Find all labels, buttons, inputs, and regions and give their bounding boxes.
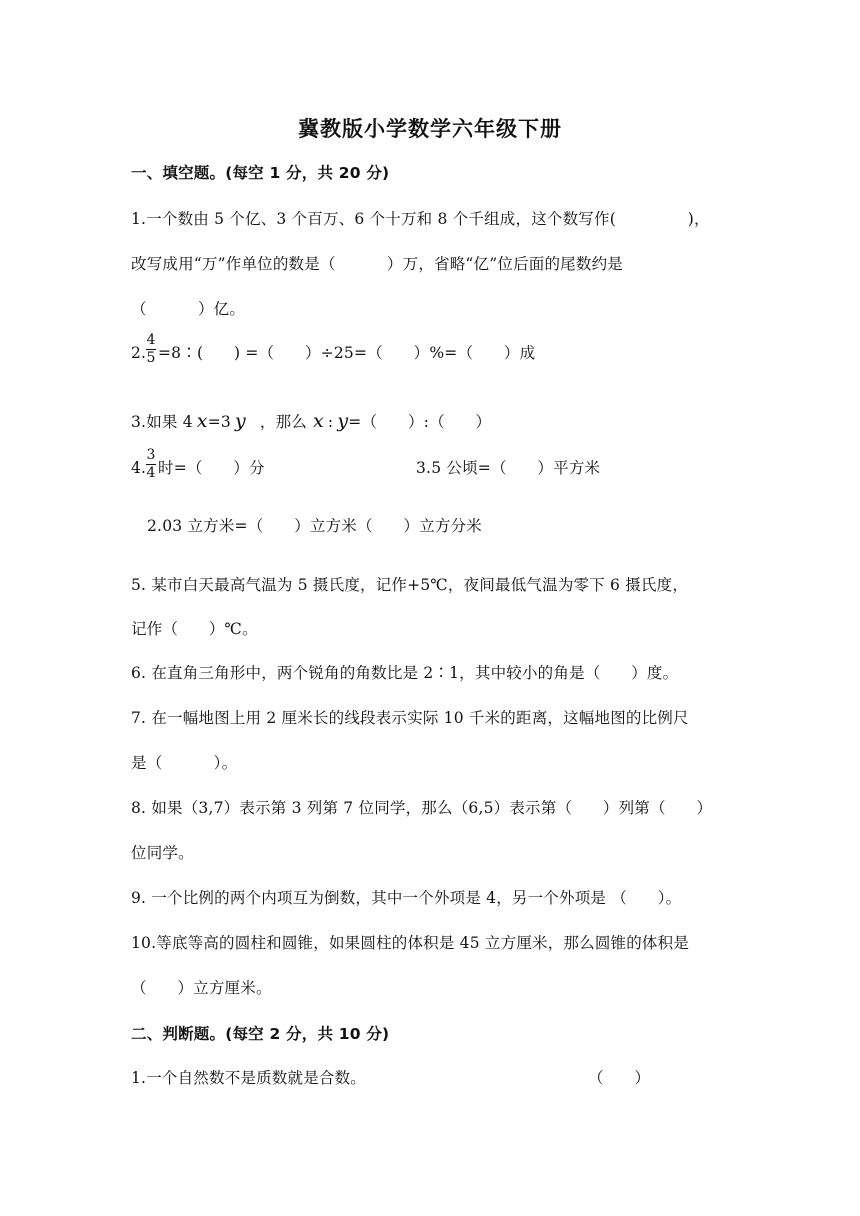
- q2-fraction-numerator: 4: [146, 332, 156, 348]
- section-1-heading: 一、填空题。(每空 1 分，共 20 分): [131, 164, 390, 182]
- q6-line: 6. 在直角三角形中，两个锐角的角数比是 2∶1，其中较小的角是（ ）度。: [131, 664, 679, 682]
- q4-right-text: 3.5 公顷=（ ）平方米: [416, 459, 601, 477]
- q2-number: 2.: [131, 344, 147, 362]
- section-2-heading: 二、判断题。(每空 2 分，共 10 分): [131, 1025, 390, 1043]
- q3-var-y: y: [234, 410, 246, 432]
- q3-var-x2: x: [313, 410, 324, 432]
- q1-line-3: （ ）亿。: [131, 300, 246, 318]
- page-title: 冀教版小学数学六年级下册: [298, 117, 562, 141]
- q10-line-1: 10.等底等高的圆柱和圆锥，如果圆柱的体积是 45 立方厘米，那么圆锥的体积是: [131, 934, 690, 952]
- q3-part-b: =3: [207, 413, 231, 431]
- q5-line-2: 记作（ ）℃。: [131, 620, 258, 638]
- judge-q1-answer-paren: （ ）: [588, 1069, 651, 1087]
- q4-fraction-numerator: 3: [146, 447, 156, 463]
- q2-text: =8∶( ) =（ ）÷25=（ ）%=（ ）成: [158, 344, 536, 362]
- q1-line-1: 1.一个数由 5 个亿、3 个百万、6 个十万和 8 个千组成，这个数写作( )，: [131, 210, 710, 228]
- q5-line-1: 5. 某市白天最高气温为 5 摄氏度，记作+5℃，夜间最低气温为零下 6 摄氏度，: [131, 576, 689, 594]
- q4-fraction-denominator: 4: [146, 465, 156, 481]
- q9-line: 9. 一个比例的两个内项互为倒数，其中一个外项是 4，另一个外项是 （ ）。: [131, 889, 682, 907]
- q3-part-a: 3.如果 4: [131, 413, 193, 431]
- judge-q1-line: 1.一个自然数不是质数就是合数。: [131, 1069, 366, 1087]
- q4-text: 时=（ ）分: [158, 459, 265, 477]
- q4-number: 4.: [131, 459, 147, 477]
- q7-line-1: 7. 在一幅地图上用 2 厘米长的线段表示实际 10 千米的距离，这幅地图的比例尺: [131, 709, 689, 727]
- q8-line-1: 8. 如果（3,7）表示第 3 列第 7 位同学，那么（6,5）表示第（ ）列第（ ）: [131, 799, 713, 817]
- q8-line-2: 位同学。: [131, 844, 194, 862]
- q3-part-c: ，那么: [259, 413, 307, 431]
- q7-line-2: 是（ ）。: [131, 754, 238, 772]
- q2-fraction: [146, 333, 156, 366]
- q4-line-2: 2.03 立方米=（ ）立方米（ ）立方分米: [147, 517, 482, 535]
- q1-line-2: 改写成用“万”作单位的数是（ ）万，省略“亿”位后面的尾数约是: [131, 255, 623, 273]
- q3-part-d: =（ ）:（ ）: [348, 413, 492, 431]
- q2-fraction-denominator: 5: [146, 350, 156, 366]
- q3-var-x: x: [196, 410, 208, 432]
- q3-line: [131, 411, 491, 432]
- q3-colon: :: [327, 413, 334, 431]
- q10-line-2: （ ）立方厘米。: [131, 979, 272, 997]
- q3-var-y2: y: [337, 410, 349, 432]
- q4-fraction: [146, 448, 156, 481]
